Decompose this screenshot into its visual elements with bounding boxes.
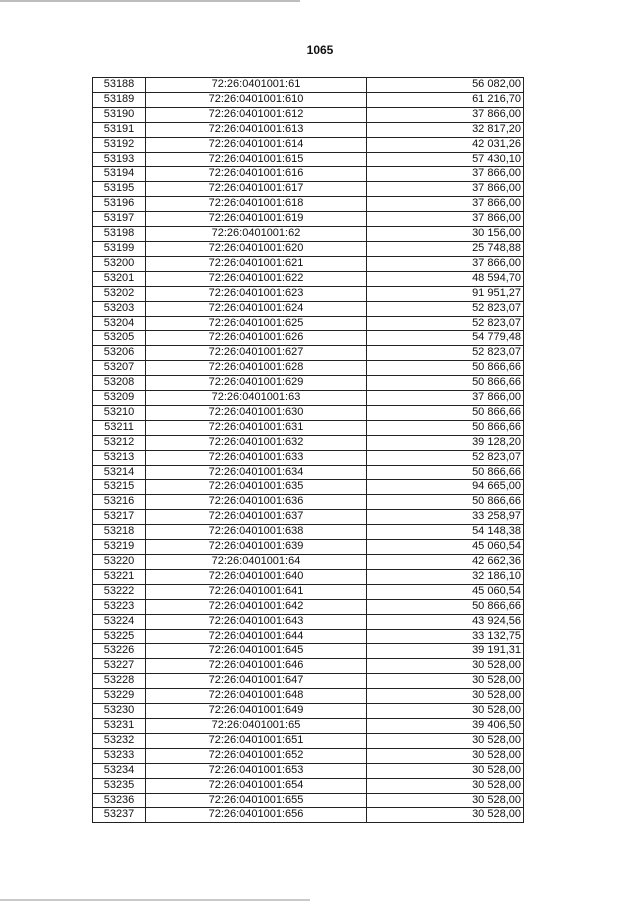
table-row	[93, 227, 524, 242]
table-row	[93, 435, 524, 450]
cadastral-value-cell: 30 528,00	[367, 793, 524, 808]
cadastral-number-cell: 72:26:0401001:645	[146, 644, 367, 659]
cadastral-value-cell: 50 866,66	[367, 361, 524, 376]
cadastral-number-cell: 72:26:0401001:635	[146, 480, 367, 495]
row-number-cell: 53199	[93, 241, 146, 256]
row-number-cell: 53204	[93, 316, 146, 331]
row-number-cell: 53224	[93, 614, 146, 629]
cadastral-value-cell: 30 528,00	[367, 733, 524, 748]
cadastral-number-cell: 72:26:0401001:654	[146, 778, 367, 793]
table-row	[93, 569, 524, 584]
table-row	[93, 495, 524, 510]
table-row	[93, 241, 524, 256]
row-number-cell: 53237	[93, 808, 146, 823]
cadastral-value-cell: 94 665,00	[367, 480, 524, 495]
table-row	[93, 122, 524, 137]
row-number-cell: 53193	[93, 152, 146, 167]
row-number-cell: 53228	[93, 674, 146, 689]
cadastral-value-cell: 30 528,00	[367, 808, 524, 823]
cadastral-value-cell: 50 866,66	[367, 405, 524, 420]
row-number-cell: 53213	[93, 450, 146, 465]
cadastral-number-cell: 72:26:0401001:630	[146, 405, 367, 420]
cadastral-number-cell: 72:26:0401001:643	[146, 614, 367, 629]
cadastral-value-cell: 39 406,50	[367, 718, 524, 733]
table-row	[93, 525, 524, 540]
row-number-cell: 53236	[93, 793, 146, 808]
cadastral-number-cell: 72:26:0401001:647	[146, 674, 367, 689]
row-number-cell: 53198	[93, 227, 146, 242]
cadastral-value-cell: 30 156,00	[367, 227, 524, 242]
table-row	[93, 659, 524, 674]
cadastral-value-cell: 37 866,00	[367, 107, 524, 122]
table-row	[93, 540, 524, 555]
table-row	[93, 301, 524, 316]
table-body	[93, 78, 524, 823]
cadastral-value-cell: 45 060,54	[367, 540, 524, 555]
table-row	[93, 599, 524, 614]
cadastral-number-cell: 72:26:0401001:621	[146, 256, 367, 271]
row-number-cell: 53211	[93, 420, 146, 435]
cadastral-number-cell: 72:26:0401001:626	[146, 331, 367, 346]
cadastral-number-cell: 72:26:0401001:618	[146, 197, 367, 212]
cadastral-value-cell: 30 528,00	[367, 704, 524, 719]
table-row	[93, 510, 524, 525]
cadastral-number-cell: 72:26:0401001:629	[146, 376, 367, 391]
row-number-cell: 53221	[93, 569, 146, 584]
row-number-cell: 53222	[93, 584, 146, 599]
row-number-cell: 53191	[93, 122, 146, 137]
table-row	[93, 92, 524, 107]
table-row	[93, 718, 524, 733]
row-number-cell: 53205	[93, 331, 146, 346]
row-number-cell: 53227	[93, 659, 146, 674]
row-number-cell: 53225	[93, 629, 146, 644]
row-number-cell: 53219	[93, 540, 146, 555]
cadastral-number-cell: 72:26:0401001:627	[146, 346, 367, 361]
cadastral-value-cell: 37 866,00	[367, 256, 524, 271]
row-number-cell: 53208	[93, 376, 146, 391]
cadastral-value-cell: 56 082,00	[367, 78, 524, 93]
cadastral-number-cell: 72:26:0401001:612	[146, 107, 367, 122]
row-number-cell: 53218	[93, 525, 146, 540]
cadastral-number-cell: 72:26:0401001:639	[146, 540, 367, 555]
table-row	[93, 405, 524, 420]
table-row	[93, 78, 524, 93]
cadastral-number-cell: 72:26:0401001:62	[146, 227, 367, 242]
row-number-cell: 53192	[93, 137, 146, 152]
cadastral-number-cell: 72:26:0401001:610	[146, 92, 367, 107]
cadastral-number-cell: 72:26:0401001:628	[146, 361, 367, 376]
row-number-cell: 53188	[93, 78, 146, 93]
cadastral-number-cell: 72:26:0401001:624	[146, 301, 367, 316]
row-number-cell: 53195	[93, 182, 146, 197]
table-row	[93, 107, 524, 122]
row-number-cell: 53232	[93, 733, 146, 748]
table-row	[93, 391, 524, 406]
table-row	[93, 480, 524, 495]
cadastral-number-cell: 72:26:0401001:653	[146, 763, 367, 778]
table-row	[93, 361, 524, 376]
row-number-cell: 53203	[93, 301, 146, 316]
scan-edge-top	[0, 0, 300, 2]
row-number-cell: 53230	[93, 704, 146, 719]
row-number-cell: 53234	[93, 763, 146, 778]
table-row	[93, 808, 524, 823]
cadastral-number-cell: 72:26:0401001:619	[146, 212, 367, 227]
cadastral-value-cell: 30 528,00	[367, 763, 524, 778]
cadastral-value-cell: 54 779,48	[367, 331, 524, 346]
cadastral-value-cell: 43 924,56	[367, 614, 524, 629]
row-number-cell: 53231	[93, 718, 146, 733]
table-row	[93, 733, 524, 748]
cadastral-value-cell: 37 866,00	[367, 391, 524, 406]
cadastral-number-cell: 72:26:0401001:631	[146, 420, 367, 435]
cadastral-number-cell: 72:26:0401001:61	[146, 78, 367, 93]
cadastral-number-cell: 72:26:0401001:633	[146, 450, 367, 465]
cadastral-number-cell: 72:26:0401001:632	[146, 435, 367, 450]
cadastral-value-cell: 42 031,26	[367, 137, 524, 152]
row-number-cell: 53197	[93, 212, 146, 227]
cadastral-value-cell: 48 594,70	[367, 271, 524, 286]
cadastral-value-cell: 45 060,54	[367, 584, 524, 599]
table-row	[93, 704, 524, 719]
row-number-cell: 53226	[93, 644, 146, 659]
row-number-cell: 53216	[93, 495, 146, 510]
row-number-cell: 53190	[93, 107, 146, 122]
cadastral-value-cell: 30 528,00	[367, 659, 524, 674]
cadastral-number-cell: 72:26:0401001:642	[146, 599, 367, 614]
cadastral-value-cell: 52 823,07	[367, 316, 524, 331]
cadastral-value-cell: 50 866,66	[367, 599, 524, 614]
table-row	[93, 316, 524, 331]
table-row	[93, 644, 524, 659]
row-number-cell: 53207	[93, 361, 146, 376]
cadastral-value-cell: 52 823,07	[367, 346, 524, 361]
cadastral-value-cell: 50 866,66	[367, 495, 524, 510]
table-row	[93, 689, 524, 704]
cadastral-value-cell: 61 216,70	[367, 92, 524, 107]
row-number-cell: 53202	[93, 286, 146, 301]
scan-edge-bottom	[0, 899, 310, 901]
row-number-cell: 53212	[93, 435, 146, 450]
cadastral-value-cell: 50 866,66	[367, 376, 524, 391]
table-row	[93, 763, 524, 778]
cadastral-value-cell: 30 528,00	[367, 689, 524, 704]
table-row	[93, 629, 524, 644]
cadastral-value-cell: 52 823,07	[367, 450, 524, 465]
table-row	[93, 584, 524, 599]
cadastral-number-cell: 72:26:0401001:638	[146, 525, 367, 540]
table-row	[93, 137, 524, 152]
cadastral-number-cell: 72:26:0401001:646	[146, 659, 367, 674]
cadastral-number-cell: 72:26:0401001:613	[146, 122, 367, 137]
cadastral-number-cell: 72:26:0401001:634	[146, 465, 367, 480]
row-number-cell: 53206	[93, 346, 146, 361]
cadastral-value-cell: 37 866,00	[367, 182, 524, 197]
cadastral-number-cell: 72:26:0401001:652	[146, 748, 367, 763]
table-row	[93, 167, 524, 182]
cadastral-number-cell: 72:26:0401001:649	[146, 704, 367, 719]
row-number-cell: 53214	[93, 465, 146, 480]
cadastral-value-cell: 54 148,38	[367, 525, 524, 540]
cadastral-number-cell: 72:26:0401001:640	[146, 569, 367, 584]
table-row	[93, 256, 524, 271]
table-row	[93, 212, 524, 227]
cadastral-value-cell: 91 951,27	[367, 286, 524, 301]
cadastral-number-cell: 72:26:0401001:616	[146, 167, 367, 182]
row-number-cell: 53223	[93, 599, 146, 614]
cadastral-value-cell: 52 823,07	[367, 301, 524, 316]
row-number-cell: 53194	[93, 167, 146, 182]
row-number-cell: 53210	[93, 405, 146, 420]
table-row	[93, 614, 524, 629]
cadastral-value-cell: 30 528,00	[367, 674, 524, 689]
cadastral-value-cell: 50 866,66	[367, 465, 524, 480]
cadastral-number-cell: 72:26:0401001:617	[146, 182, 367, 197]
table-row	[93, 450, 524, 465]
cadastral-number-cell: 72:26:0401001:623	[146, 286, 367, 301]
cadastral-value-cell: 32 186,10	[367, 569, 524, 584]
cadastral-value-cell: 30 528,00	[367, 748, 524, 763]
row-number-cell: 53229	[93, 689, 146, 704]
cadastral-number-cell: 72:26:0401001:615	[146, 152, 367, 167]
cadastral-number-cell: 72:26:0401001:656	[146, 808, 367, 823]
row-number-cell: 53220	[93, 555, 146, 570]
table-row	[93, 286, 524, 301]
table-row	[93, 197, 524, 212]
cadastral-number-cell: 72:26:0401001:636	[146, 495, 367, 510]
table-row	[93, 465, 524, 480]
row-number-cell: 53233	[93, 748, 146, 763]
cadastral-value-cell: 33 132,75	[367, 629, 524, 644]
cadastral-number-cell: 72:26:0401001:637	[146, 510, 367, 525]
table-row	[93, 271, 524, 286]
row-number-cell: 53217	[93, 510, 146, 525]
cadastral-number-cell: 72:26:0401001:63	[146, 391, 367, 406]
row-number-cell: 53209	[93, 391, 146, 406]
table-row	[93, 555, 524, 570]
cadastral-value-cell: 25 748,88	[367, 241, 524, 256]
cadastral-value-cell: 39 191,31	[367, 644, 524, 659]
table-row	[93, 376, 524, 391]
cadastral-value-cell: 42 662,36	[367, 555, 524, 570]
table-row	[93, 152, 524, 167]
table-row	[93, 778, 524, 793]
cadastral-value-cell: 57 430,10	[367, 152, 524, 167]
row-number-cell: 53215	[93, 480, 146, 495]
cadastral-value-cell: 30 528,00	[367, 778, 524, 793]
cadastral-number-cell: 72:26:0401001:648	[146, 689, 367, 704]
table-row	[93, 331, 524, 346]
table-row	[93, 420, 524, 435]
table-row	[93, 674, 524, 689]
cadastral-value-cell: 37 866,00	[367, 212, 524, 227]
row-number-cell: 53189	[93, 92, 146, 107]
cadastral-value-table	[92, 77, 524, 823]
cadastral-value-cell: 33 258,97	[367, 510, 524, 525]
cadastral-value-cell: 39 128,20	[367, 435, 524, 450]
cadastral-number-cell: 72:26:0401001:622	[146, 271, 367, 286]
row-number-cell: 53201	[93, 271, 146, 286]
cadastral-value-cell: 32 817,20	[367, 122, 524, 137]
page-number: 1065	[306, 43, 334, 57]
cadastral-number-cell: 72:26:0401001:655	[146, 793, 367, 808]
table-row	[93, 748, 524, 763]
table-row	[93, 182, 524, 197]
table-row	[93, 346, 524, 361]
row-number-cell: 53200	[93, 256, 146, 271]
cadastral-number-cell: 72:26:0401001:625	[146, 316, 367, 331]
cadastral-value-cell: 50 866,66	[367, 420, 524, 435]
cadastral-number-cell: 72:26:0401001:65	[146, 718, 367, 733]
row-number-cell: 53235	[93, 778, 146, 793]
cadastral-value-cell: 37 866,00	[367, 167, 524, 182]
row-number-cell: 53196	[93, 197, 146, 212]
cadastral-number-cell: 72:26:0401001:614	[146, 137, 367, 152]
cadastral-value-cell: 37 866,00	[367, 197, 524, 212]
cadastral-number-cell: 72:26:0401001:644	[146, 629, 367, 644]
cadastral-number-cell: 72:26:0401001:651	[146, 733, 367, 748]
cadastral-number-cell: 72:26:0401001:641	[146, 584, 367, 599]
table-row	[93, 793, 524, 808]
cadastral-number-cell: 72:26:0401001:620	[146, 241, 367, 256]
cadastral-number-cell: 72:26:0401001:64	[146, 555, 367, 570]
